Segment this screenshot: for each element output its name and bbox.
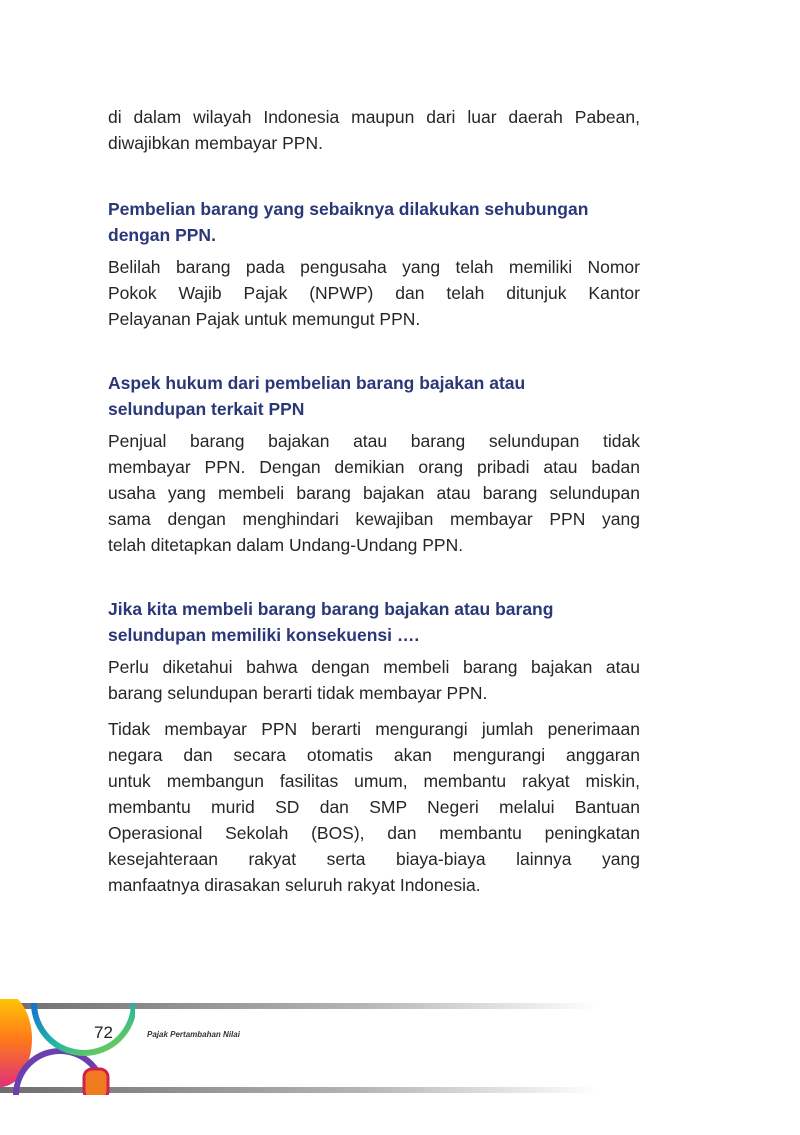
heading-legal-aspect <box>108 370 640 422</box>
text-line: Tidak membayar PPN berarti mengurangi jumlah penerimaan <box>108 719 640 739</box>
paragraph-consequences-1 <box>108 654 640 706</box>
page-footer <box>0 1003 600 1095</box>
book-title: Pajak Pertambahan Nilai <box>147 1030 240 1039</box>
heading-line: Aspek hukum dari pembelian barang bajakan atau <box>108 373 526 393</box>
paragraph-consequences-2 <box>108 716 640 898</box>
decorative-circles-icon <box>0 999 135 1095</box>
heading-line: dengan PPN. <box>108 225 216 245</box>
text-line: Belilah barang pada pengusaha yang telah memiliki Nomor <box>108 257 640 277</box>
text-line: Pelayanan Pajak untuk memungut PPN. <box>108 309 421 329</box>
text-line: telah ditetapkan dalam Undang-Undang PPN. <box>108 535 464 555</box>
text-line: untuk membangun fasilitas umum, membantu rakyat miskin, <box>108 771 640 791</box>
heading-consequences <box>108 596 640 648</box>
paragraph-legal-aspect <box>108 428 640 558</box>
text-line: Perlu diketahui bahwa dengan membeli barang bajakan atau <box>108 657 640 677</box>
heading-line: Pembelian barang yang sebaiknya dilakukan sehubungan <box>108 199 589 219</box>
text-line: diwajibkan membayar PPN. <box>108 133 323 153</box>
text-line: manfaatnya dirasakan seluruh rakyat Indonesia. <box>108 875 481 895</box>
heading-line: Jika kita membeli barang barang bajakan atau barang <box>108 599 554 619</box>
text-line: Operasional Sekolah (BOS), dan membantu peningkatan <box>108 823 640 843</box>
text-line: membantu murid SD dan SMP Negeri melalui Bantuan <box>108 797 640 817</box>
text-line: di dalam wilayah Indonesia maupun dari luar daerah Pabean, <box>108 107 640 127</box>
text-line: Penjual barang bajakan atau barang selundupan tidak <box>108 431 640 451</box>
text-line: usaha yang membeli barang bajakan atau barang selundupan <box>108 483 640 503</box>
text-line: membayar PPN. Dengan demikian orang pribadi atau badan <box>108 457 640 477</box>
paragraph-intro <box>108 104 640 156</box>
heading-purchase-advice <box>108 196 640 248</box>
text-line: barang selundupan berarti tidak membayar PPN. <box>108 683 488 703</box>
heading-line: selundupan terkait PPN <box>108 399 305 419</box>
text-line: negara dan secara otomatis akan mengurangi anggaran <box>108 745 640 765</box>
heading-line: selundupan memiliki konsekuensi …. <box>108 625 420 645</box>
paragraph-purchase-advice <box>108 254 640 332</box>
text-line: sama dengan menghindari kewajiban membayar PPN yang <box>108 509 640 529</box>
page-number: 72 <box>94 1023 113 1042</box>
text-line: Pokok Wajib Pajak (NPWP) dan telah ditunjuk Kantor <box>108 283 640 303</box>
text-line: kesejahteraan rakyat serta biaya-biaya lainnya yang <box>108 849 640 869</box>
